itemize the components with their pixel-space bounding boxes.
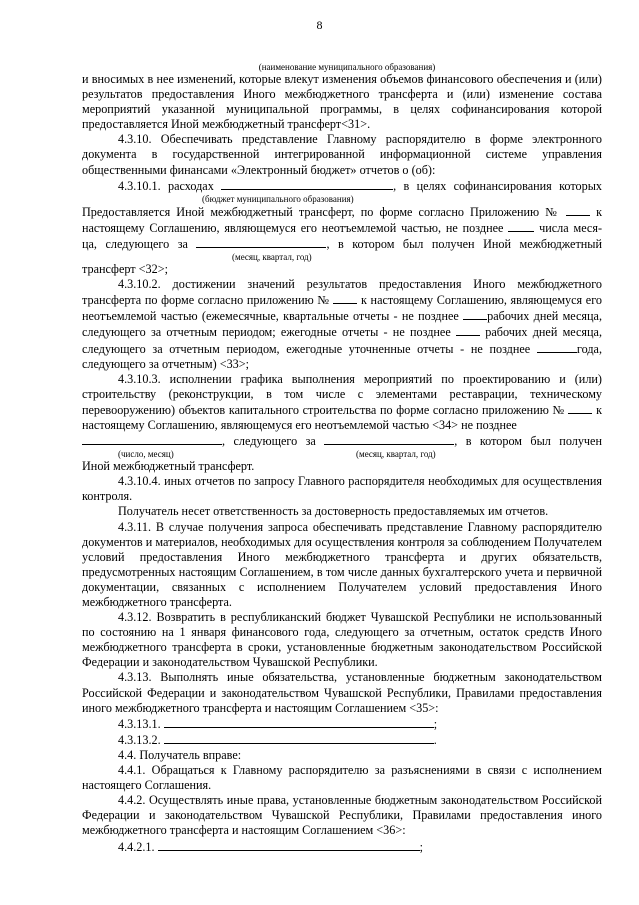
paragraph-4-3-10-1-line5: трансферт <32>; — [82, 262, 168, 277]
paragraph-4-3-11: 4.3.11. В случае получения запроса обеспечивать представление Главному распорядителю документов и материалов, необходимых для осуществления контроля за соблюдением Получателем условий предоставления Иного межбюджетного трансферта и других обязательств, предусмотренных настоящим Соглашением, в том числе данных бухгалтерского учета и первичной документации, связанных с исполнением Получателем условий предоставления Иного межбюджетного трансферта. — [82, 519, 602, 609]
page-number: 8 — [316, 18, 323, 32]
text-segment: Предоставляется Иной межбюджетный трансферт, по форме согласно Приложению № — [82, 204, 560, 219]
caption-budget: (бюджет муниципального образования) — [202, 193, 354, 204]
text-segment: к настоящему Соглашению, являющемуся его неотъемлемой частью <34> не позднее — [82, 402, 603, 432]
text-segment: , в целях софинансирования которых — [393, 178, 602, 193]
blank-line — [164, 732, 434, 744]
paragraph-4-3-10-4: 4.3.10.4. иных отчетов по запросу Главного распорядителя необходимых для осуществления контроля. — [82, 474, 602, 504]
paragraph-4-3-10-1-line1 — [82, 178, 602, 194]
blank-line — [456, 324, 480, 336]
paragraph-4-3-12: 4.3.12. Возвратить в республиканский бюджет Чувашской Республики не использованный по состоянию на 1 января финансового года, следующего за отчетным, остаток средств Иного межбюджетного трансферта в сроки, установленные бюджетным законодательством Российской Федерации и законодательством Чувашской Республики. — [82, 610, 602, 670]
paragraph-responsibility: Получатель несет ответственность за достоверность предоставляемых им отчетов. — [118, 504, 549, 519]
blank-line — [463, 308, 487, 320]
text-segment: настоящему Соглашению, являющемуся его неотъемлемой частью, не позднее — [82, 220, 504, 235]
text-segment: к настоящему Соглашению, являющемуся его неотъемлемой частью (ежемесячные, квартальные отчеты - не позднее — [82, 293, 603, 324]
text-segment: 4.3.10.2. достижении значений результатов предоставления Иного межбюджетного трансферта по форме согласно приложению № — [82, 277, 602, 308]
blank-line — [324, 433, 454, 445]
text-segment: числа меся- — [539, 220, 602, 235]
paragraph-4-4-2: 4.4.2. Осуществлять иные права, установленные бюджетным законодательством Российской Федерации и законодательством Чувашской Республики, Правилами предоставления иного межбюджетного трансферта и настоящим Соглашением <36>: — [82, 793, 602, 838]
paragraph-intro: и вносимых в нее изменений, которые влекут изменения объемов финансового обеспечения и (или) результатов предоставления Иного межбюджетного трансферта и (или) изменение состава мероприятий указанной муниципальной программы, в целях софинансирования которой предоставляется Иной межбюджетный трансферт<31>. — [82, 72, 602, 132]
blank-line — [508, 220, 534, 232]
blank-line — [164, 716, 434, 728]
paragraph-4-3-13: 4.3.13. Выполнять иные обязательства, установленные бюджетным законодательством Российской Федерации и законодательством Чувашской Республики, Правилами предоставления иного межбюджетного трансферта и настоящим Соглашением <35>: — [82, 670, 602, 715]
paragraph-4-3-10-2 — [82, 277, 602, 372]
caption-period-2: (месяц, квартал, год) — [356, 449, 436, 460]
text-segment: к — [596, 204, 603, 219]
paragraph-4-4-2-1 — [82, 839, 602, 855]
text-segment: 4.3.10.3. исполнении графика выполнения мероприятий по проектированию и (или) строительству (реконструкции, в том числе с элементами реставрации, техническому перевооружению) объектов капитального строительства по форме согласно приложению № — [82, 371, 602, 417]
text-segment: 4.3.13.2. — [118, 732, 161, 747]
blank-line — [568, 402, 592, 414]
caption-municipality: (наименование муниципального образования) — [258, 62, 436, 72]
text-segment: , в котором был получен Иной межбюджетный — [326, 236, 602, 251]
paragraph-4-3-13-2 — [82, 732, 602, 748]
blank-line — [566, 204, 590, 216]
blank-line — [537, 341, 577, 353]
paragraph-4-3-10-3-end: Иной межбюджетный трансферт. — [82, 459, 255, 474]
text-segment: . — [433, 732, 437, 747]
text-segment: 4.3.13.1. — [118, 716, 161, 731]
blank-line — [158, 839, 420, 851]
paragraph-4-3-10-1-line4 — [82, 236, 602, 252]
text-segment: 4.3.10.1. расходах — [118, 178, 214, 193]
text-segment: ; — [419, 839, 423, 854]
text-segment: ца, следующего за — [82, 236, 188, 251]
text-segment: 4.4.2.1. — [118, 839, 155, 854]
paragraph-4-3-10-1-line2 — [82, 204, 602, 220]
paragraph-4-3-10-3 — [82, 372, 602, 433]
paragraph-4-3-10-1-line3 — [82, 220, 602, 236]
paragraph-4-3-13-1 — [82, 716, 602, 732]
text-segment: , следующего за — [222, 434, 316, 449]
caption-date: (число, месяц) — [118, 449, 174, 460]
document-body — [82, 62, 602, 855]
paragraph-4-4-1: 4.4.1. Обращаться к Главному распорядителю за разъяснениями в связи с исполнением настоящего Соглашения. — [82, 763, 602, 793]
paragraph-4-3-10: 4.3.10. Обеспечивать представление Главному распорядителю в форме электронного документа в государственной интегрированной информационной системе управления общественными финансами «Электронный бюджет» отчетов о (об): — [82, 132, 602, 177]
text-segment: ; — [433, 716, 438, 731]
blank-line — [333, 292, 357, 304]
text-segment: , в котором был получен — [454, 434, 602, 449]
text-segment: года, следующего за отчетным) <33>; — [82, 341, 602, 371]
paragraph-4-4: 4.4. Получатель вправе: — [118, 747, 242, 762]
caption-row — [82, 449, 602, 459]
blank-line — [196, 236, 326, 248]
blank-line — [82, 433, 222, 445]
text-segment: рабочих дней месяца, следующего за отчетным периодом, ежегодные уточненные отчеты - не позднее — [82, 325, 603, 356]
caption-period: (месяц, квартал, год) — [232, 252, 312, 263]
blank-line — [221, 178, 393, 190]
paragraph-4-3-10-3-line-blanks — [82, 433, 602, 449]
text-segment: рабочих дней месяца, следующего за отчетным периодом; ежегодные отчеты - не позднее — [82, 309, 602, 340]
